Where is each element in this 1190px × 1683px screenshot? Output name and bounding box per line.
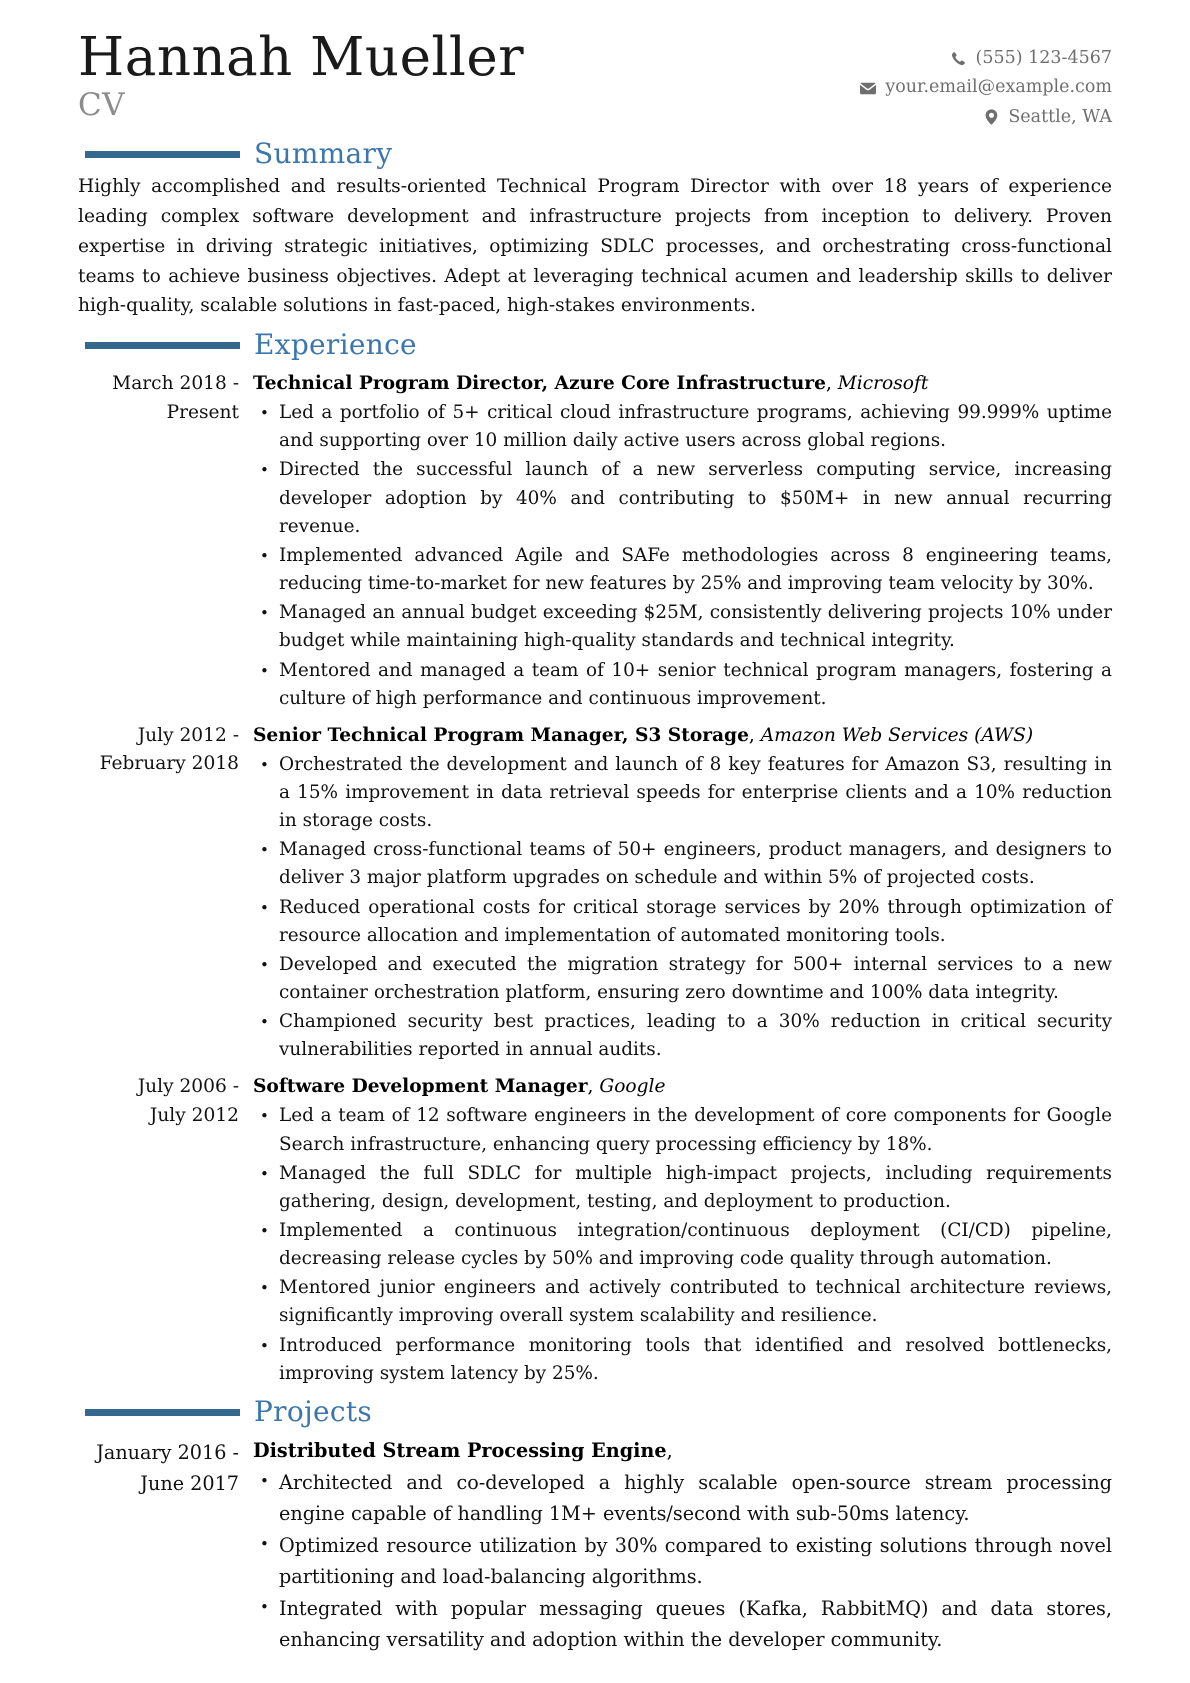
cv-header	[0, 0, 1190, 130]
experience-entry-list	[78, 370, 1112, 1388]
entry-bullet: • Developed and executed the migration strategy for 500+ internal services to a new container orchestration platform, ensuring zero downtime and 100% data integrity.	[253, 951, 1112, 1007]
cv-entry	[78, 1437, 1112, 1655]
contact-block	[860, 30, 1112, 130]
section-projects	[0, 1396, 1190, 1656]
entry-separator: ,	[666, 1439, 673, 1463]
entry-role: Senior Technical Program Manager, S3 Storage	[253, 724, 749, 746]
entry-organization: Microsoft	[837, 373, 929, 395]
entry-bullet: • Managed the full SDLC for multiple high-impact projects, including requirements gathering, design, development, testing, and deployment to production.	[253, 1160, 1112, 1216]
entry-bullet: • Mentored and managed a team of 10+ senior technical program managers, fostering a culture of high performance and continuous improvement.	[253, 657, 1112, 713]
entry-separator: ,	[825, 373, 838, 395]
contact-phone-text: (555) 123-4567	[975, 48, 1112, 68]
entry-bullet: • Led a team of 12 software engineers in the development of core components for Google Search infrastructure, enhancing query processing efficiency by 18%.	[253, 1102, 1112, 1158]
entry-role: Technical Program Director, Azure Core Infrastructure	[253, 373, 826, 395]
entry-date-end: Present	[166, 401, 239, 423]
entry-date-end: July 2012	[149, 1104, 239, 1126]
section-summary	[0, 138, 1190, 321]
entry-date-start: July 2006 -	[137, 1076, 239, 1098]
entry-separator: ,	[587, 1076, 600, 1098]
section-title-summary: Summary	[254, 137, 393, 171]
entry-date-start: January 2016 -	[96, 1441, 239, 1465]
entry-bullet: • Led a portfolio of 5+ critical cloud infrastructure programs, achieving 99.999% uptime and supporting over 10 million daily active users across global regions.	[253, 399, 1112, 455]
cv-entry	[78, 1073, 1112, 1387]
entry-body	[253, 1073, 1112, 1387]
entry-date-range	[78, 1437, 253, 1499]
entry-date-end: June 2017	[140, 1472, 239, 1496]
entry-bullet: • Reduced operational costs for critical storage services by 20% through optimization of resource allocation and implementation of automated monitoring tools.	[253, 894, 1112, 950]
entry-date-range	[78, 370, 253, 427]
entry-bullet-list	[253, 1467, 1112, 1656]
entry-bullet: • Introduced performance monitoring tools that identified and resolved bottlenecks, improving system latency by 25%.	[253, 1332, 1112, 1388]
phone-icon	[951, 51, 967, 67]
header-identity	[78, 27, 525, 124]
contact-phone	[951, 46, 1112, 71]
entry-title	[253, 1073, 1112, 1101]
entry-date-end: February 2018	[99, 753, 239, 775]
entry-separator: ,	[748, 724, 761, 746]
entry-body	[253, 722, 1112, 1065]
cv-entry	[78, 370, 1112, 713]
entry-date-start: July 2012 -	[137, 724, 239, 746]
entry-bullet: • Championed security best practices, leading to a 30% reduction in critical security vulnerabilities reported in annual audits.	[253, 1008, 1112, 1064]
entry-bullet: • Orchestrated the development and launch of 8 key features for Amazon S3, resulting in a 15% improvement in data retrieval speeds for enterprise clients and a 10% reduction in storage costs.	[253, 751, 1112, 835]
entry-bullet: • Directed the successful launch of a new serverless computing service, increasing developer adoption by 40% and contributing to $50M+ in new annual recurring revenue.	[253, 456, 1112, 540]
section-rule	[85, 1409, 240, 1416]
location-pin-icon	[983, 109, 999, 125]
section-rule	[85, 151, 240, 158]
entry-date-start: March 2018 -	[112, 373, 239, 395]
entry-organization: Google	[599, 1076, 666, 1098]
entry-bullet: • Mentored junior engineers and actively contributed to technical architecture reviews, significantly improving overall system scalability and resilience.	[253, 1274, 1112, 1330]
entry-bullet: • Managed cross-functional teams of 50+ engineers, product managers, and designers to deliver 3 major platform upgrades on schedule and within 5% of projected costs.	[253, 836, 1112, 892]
document-subtitle: CV	[78, 87, 125, 124]
summary-paragraph: Highly accomplished and results-oriented Technical Program Director with over 18 years of experience leading complex software development and infrastructure projects from inception to delivery. Proven expertise in driving strategic initiatives, optimizing SDLC processes, and orchestrating cross-functional teams to achieve business objectives. Adept at leveraging technical acumen and leadership skills to deliver high-quality, scalable solutions in fast-paced, high-stakes environments.	[78, 176, 1112, 317]
entry-bullet: • Implemented advanced Agile and SAFe methodologies across 8 engineering teams, reducing time-to-market for new features by 25% and improving team velocity by 30%.	[253, 542, 1112, 598]
entry-role: Distributed Stream Processing Engine	[253, 1439, 667, 1463]
entry-bullet: • Optimized resource utilization by 30% compared to existing solutions through novel partitioning and load-balancing algorithms.	[253, 1530, 1112, 1592]
contact-location	[983, 105, 1112, 130]
contact-email-text: your.email@example.com	[885, 77, 1112, 98]
entry-bullet: • Integrated with popular messaging queues (Kafka, RabbitMQ) and data stores, enhancing versatility and adoption within the developer community.	[253, 1593, 1112, 1655]
entry-bullet: • Managed an annual budget exceeding $25M, consistently delivering projects 10% under budget while maintaining high-quality standards and technical integrity.	[253, 599, 1112, 655]
entry-date-range	[78, 1073, 253, 1130]
entry-title	[253, 722, 1112, 750]
projects-entry-list	[78, 1437, 1112, 1655]
entry-title	[253, 1437, 1112, 1466]
section-header-experience	[78, 329, 1112, 361]
contact-location-text: Seattle, WA	[1008, 106, 1112, 127]
section-rule	[85, 342, 240, 349]
entry-date-range	[78, 722, 253, 779]
envelope-icon	[860, 80, 876, 96]
entry-bullet-list	[253, 399, 1112, 713]
section-title-experience: Experience	[254, 328, 417, 362]
entry-bullet: • Architected and co-developed a highly scalable open-source stream processing engine capable of handling 1M+ events/second with sub-50ms latency.	[253, 1467, 1112, 1529]
entry-bullet: • Implemented a continuous integration/continuous deployment (CI/CD) pipeline, decreasing release cycles by 50% and improving code quality through automation.	[253, 1217, 1112, 1273]
section-header-projects	[78, 1396, 1112, 1428]
section-experience	[0, 329, 1190, 1388]
section-header-summary	[78, 138, 1112, 170]
candidate-name: Hannah Mueller	[78, 27, 525, 88]
entry-role: Software Development Manager	[253, 1076, 588, 1098]
entry-body	[253, 1437, 1112, 1655]
entry-organization: Amazon Web Services (AWS)	[760, 724, 1034, 746]
section-title-projects: Projects	[254, 1394, 373, 1428]
entry-title	[253, 370, 1112, 398]
entry-bullet-list	[253, 751, 1112, 1065]
contact-email	[860, 75, 1112, 100]
entry-bullet-list	[253, 1102, 1112, 1388]
entry-body	[253, 370, 1112, 713]
cv-entry	[78, 722, 1112, 1065]
